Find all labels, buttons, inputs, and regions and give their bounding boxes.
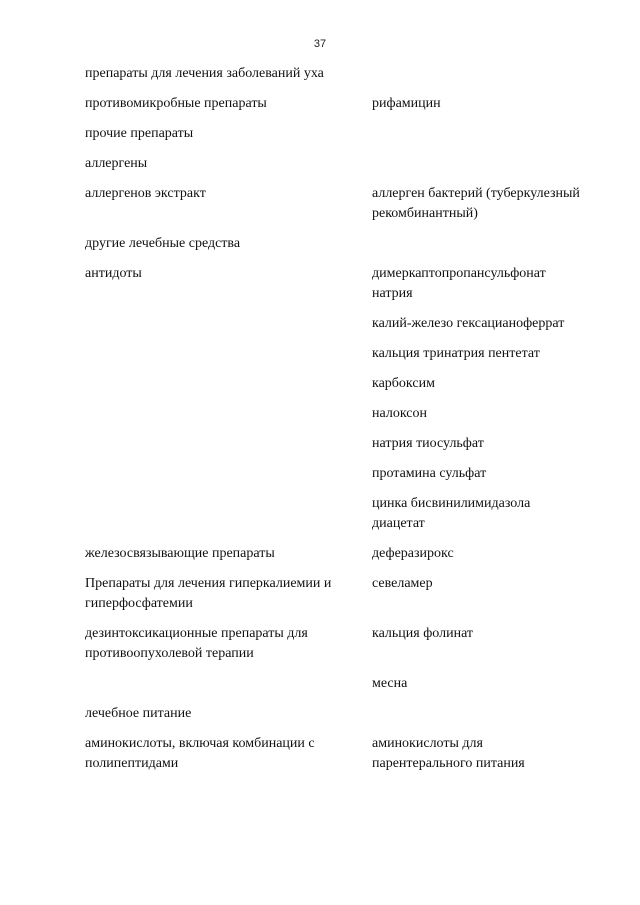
drug-cell: цинка бисвинилимидазола диацетат [372, 496, 531, 531]
drug-cell: аминокислоты для парентерального питания [372, 736, 525, 771]
drug-cell: протамина сульфат [372, 466, 487, 481]
drug-cell: натрия тиосульфат [372, 436, 484, 451]
drug-list-table [85, 64, 585, 784]
drug-cell: кальция фолинат [372, 626, 474, 641]
table-row [85, 344, 585, 364]
table-row [85, 154, 585, 174]
category-cell: Препараты для лечения гиперкалиемии и гиперфосфатемии [85, 576, 332, 611]
table-row [85, 434, 585, 454]
table-row [85, 314, 585, 334]
drug-cell: кальция тринатрия пентетат [372, 346, 540, 361]
page-number: 37 [313, 38, 327, 50]
drug-cell: деферазирокс [372, 546, 454, 561]
table-row [85, 674, 585, 694]
drug-cell: рифамицин [372, 96, 441, 111]
table-row [85, 734, 585, 774]
drug-cell: севеламер [372, 576, 433, 591]
drug-cell: калий-железо гексацианоферрат [372, 316, 565, 331]
category-cell: антидоты [85, 266, 142, 281]
table-row [85, 464, 585, 484]
category-cell: аллергенов экстракт [85, 186, 206, 201]
table-row [85, 64, 585, 84]
category-cell: аминокислоты, включая комбинации с полипептидами [85, 736, 315, 771]
table-row [85, 494, 585, 534]
table-row [85, 704, 585, 724]
table-row [85, 404, 585, 424]
category-cell: дезинтоксикационные препараты для противоопухолевой терапии [85, 626, 308, 661]
table-row [85, 124, 585, 144]
category-cell: железосвязывающие препараты [85, 546, 275, 561]
drug-cell: димеркаптопропансульфонат натрия [372, 266, 546, 301]
category-cell: лечебное питание [85, 706, 192, 721]
category-cell: аллергены [85, 156, 148, 171]
table-row [85, 264, 585, 304]
category-cell: противомикробные препараты [85, 96, 267, 111]
category-cell: другие лечебные средства [85, 236, 241, 251]
drug-cell: месна [372, 676, 408, 691]
drug-cell: карбоксим [372, 376, 435, 391]
category-cell: прочие препараты [85, 126, 194, 141]
table-row [85, 544, 585, 564]
table-row [85, 184, 585, 224]
drug-cell: налоксон [372, 406, 427, 421]
table-row [85, 94, 585, 114]
category-cell: препараты для лечения заболеваний уха [85, 66, 324, 81]
table-row [85, 624, 585, 664]
table-row [85, 234, 585, 254]
drug-cell: аллерген бактерий (туберкулезный рекомбинантный) [372, 186, 580, 221]
table-row [85, 574, 585, 614]
table-row [85, 374, 585, 394]
